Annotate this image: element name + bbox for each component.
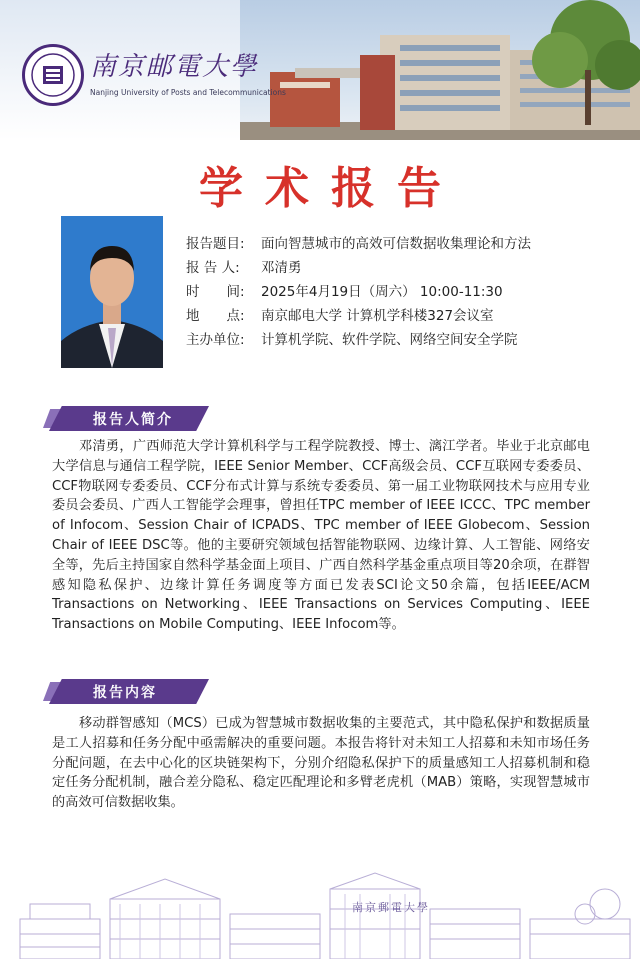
info-time xyxy=(186,280,531,304)
campus-sketch-illustration xyxy=(0,859,640,959)
footer-building-sign: 南京郵電大學 xyxy=(352,901,430,914)
footer-campus-sketch xyxy=(0,859,640,959)
host-value: 计算机学院、软件学院、网络空间安全学院 xyxy=(261,332,518,348)
host-label: 主办单位: xyxy=(186,332,245,348)
info-topic xyxy=(186,232,531,256)
report-info xyxy=(186,232,531,352)
university-name-en: Nanjing University of Posts and Telecommunications xyxy=(90,88,286,97)
speaker-label: 报 告 人: xyxy=(186,260,240,276)
location-value: 南京邮电大学 计算机学科楼327会议室 xyxy=(261,308,494,324)
campus-buildings xyxy=(240,0,640,140)
info-location xyxy=(186,304,531,328)
topic-value: 面向智慧城市的高效可信数据收集理论和方法 xyxy=(261,236,531,252)
university-logo xyxy=(22,44,84,106)
time-label: 时 间: xyxy=(186,284,245,300)
speaker-photo xyxy=(61,216,163,368)
topic-label: 报告题目: xyxy=(186,236,245,252)
location-label: 地 点: xyxy=(186,308,245,324)
time-value: 2025年4月19日（周六） 10:00-11:30 xyxy=(261,284,503,300)
campus-photo xyxy=(240,0,640,140)
speaker-portrait xyxy=(61,216,163,368)
info-host xyxy=(186,328,531,352)
speaker-value: 邓清勇 xyxy=(261,260,302,276)
page-title: 学术报告 xyxy=(199,163,463,214)
university-seal-icon xyxy=(30,52,76,98)
university-name-cn: 南京邮電大學 xyxy=(90,52,259,82)
bio-text: 邓清勇，广西师范大学计算机科学与工程学院教授、博士、漓江学者。毕业于北京邮电大学信息与通信工程学院，IEEE Senior Member、CCF高级会员、CCF互联网专委委员、CCF物联网专委委员、CCF分布式计算与系统专委委员、第一届工业物联网技术与应用专业委员会委员、广西人工智能学会理事，曾担任TPC member of IEEE ICCC、TPC member of Infocom、Session Chair of ICPADS、TPC member of IEEE Globecom、Session Chair of IEEE DSC等。他的主要研究领域包括智能物联网、边缘计算、人工智能、网络安全等，先后主持国家自然科学基金面上项目、广西自然科学基金重点项目等20余项，在群智感知隐私保护、边缘计算任务调度等方面已发表SCI论文50余篇，包括IEEE/ACM Transactions on Networking、IEEE Transactions on Services Computing、IEEE Transactions on Mobile Computing、IEEE Infocom等。 xyxy=(52,439,590,633)
content-heading: 报告内容 xyxy=(93,685,157,701)
content-heading-tab xyxy=(49,679,209,704)
info-speaker xyxy=(186,256,531,280)
bio-heading-tab xyxy=(49,406,209,431)
content-text: 移动群智感知（MCS）已成为智慧城市数据收集的主要范式，其中隐私保护和数据质量是工人招募和任务分配中亟需解决的重要问题。本报告将针对未知工人招募和未知市场任务分配问题，在去中心化的区块链架构下，分别介绍隐私保护下的质量感知工人招募机制和稳定任务分配机制，融合差分隐私、稳定匹配理论和多臂老虎机（MAB）策略，实现智慧城市的高效可信数据收集。 xyxy=(52,716,590,811)
bio-heading: 报告人简介 xyxy=(93,412,173,428)
header-banner xyxy=(0,0,640,140)
